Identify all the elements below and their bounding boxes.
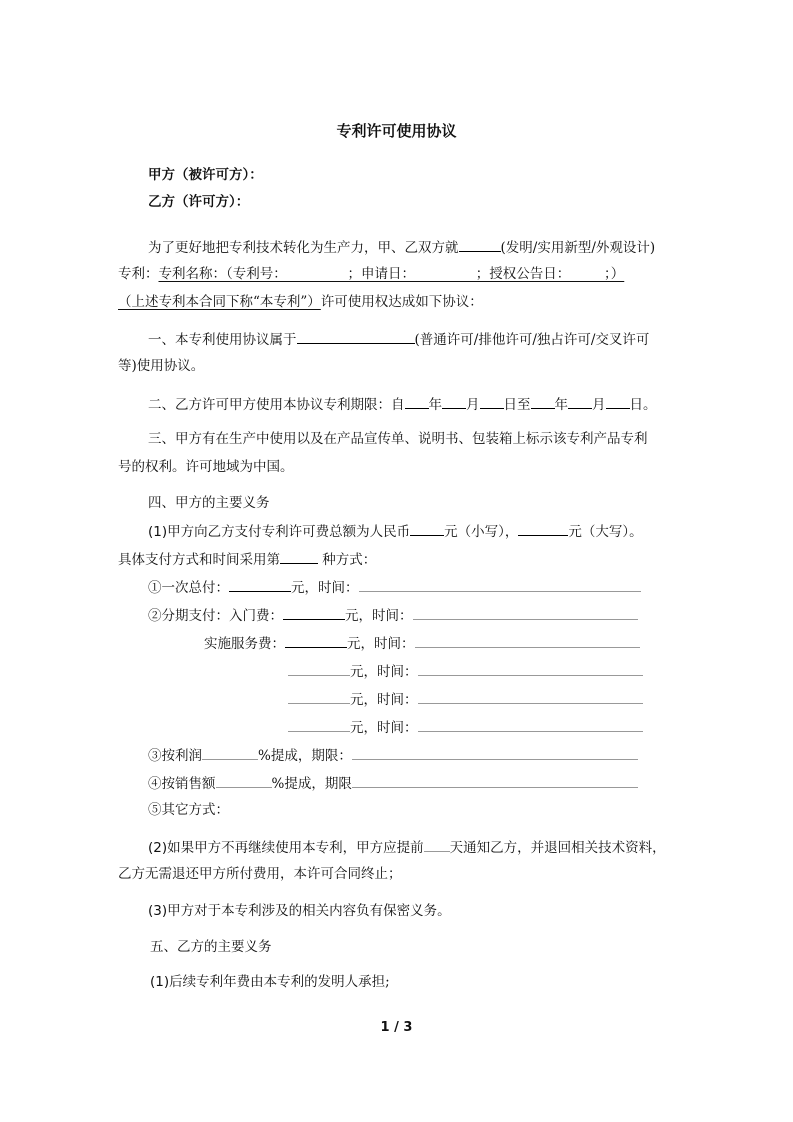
installment-line-3: 元，时间：: [288, 717, 643, 737]
intro-line-2: 专利：专利名称：（专利号： ；申请日： ；授权公告日： ；）: [118, 266, 625, 282]
license-type-blank[interactable]: [297, 329, 415, 344]
sales-term-blank[interactable]: [352, 773, 638, 788]
profit-term-blank[interactable]: [352, 745, 638, 760]
clause-5-item-1: (1)后续专利年费由本专利的发明人承担;: [150, 974, 390, 990]
clause-3-line-2: 号的权利。许可地域为中国。: [118, 459, 294, 475]
installment-3-amount-blank[interactable]: [288, 717, 350, 732]
clause-1-line-2: 等)使用协议。: [118, 358, 205, 374]
clause-5-heading: 五、乙方的主要义务: [150, 939, 272, 955]
option-4-line: ④按销售额 %提成，期限: [148, 773, 638, 793]
installment-1-time-blank[interactable]: [418, 661, 643, 676]
page-indicator: 1 / 3: [380, 1020, 413, 1035]
party-a-label: 甲方（被许可方）：: [148, 167, 263, 183]
payment-method-blank[interactable]: [280, 549, 318, 564]
patent-info-underlined[interactable]: 专利名称：（专利号： ；申请日： ；授权公告日： ；）: [158, 266, 625, 282]
clause-3-line-1: 三、甲方有在生产中使用以及在产品宣传单、说明书、包装箱上标示该专利产品专利: [148, 431, 648, 447]
option-2-line: ②分期支付：入门费： 元，时间：: [148, 605, 638, 625]
start-month-blank[interactable]: [442, 394, 466, 409]
intro-line-3: （上述专利本合同下称“本专利”）许可使用权达成如下协议：: [118, 294, 483, 310]
installment-2-amount-blank[interactable]: [288, 689, 350, 704]
intro-line-1: 为了更好地把专利技术转化为生产力，甲、乙双方就 (发明/实用新型/外观设计): [148, 237, 655, 257]
sales-percent-blank[interactable]: [216, 773, 272, 788]
clause-4-item-2-line-1: (2)如果甲方不再继续使用本专利，甲方应提前 天通知乙方，并退回相关技术资料，: [148, 837, 666, 857]
patent-type-blank[interactable]: [459, 237, 501, 252]
service-fee-amount-blank[interactable]: [285, 633, 347, 648]
clause-4-item-2-line-2: 乙方无需退还甲方所付费用，本许可合同终止；: [118, 866, 402, 882]
clause-2-line: 二、乙方许可甲方使用本协议专利期限：自 年 月 日至 年 月 日。: [148, 394, 657, 414]
option-3-line: ③按利润 %提成，期限：: [148, 745, 638, 765]
lump-sum-amount-blank[interactable]: [229, 577, 291, 592]
start-year-blank[interactable]: [405, 394, 429, 409]
clause-4-item-3: (3)甲方对于本专利涉及的相关内容负有保密义务。: [148, 903, 451, 919]
notice-days-blank[interactable]: [424, 837, 450, 852]
fee-lowercase-blank[interactable]: [410, 521, 444, 536]
document-title: 专利许可使用协议: [336, 122, 457, 140]
start-day-blank[interactable]: [480, 394, 504, 409]
service-fee-time-blank[interactable]: [415, 633, 640, 648]
party-b-label: 乙方（许可方）：: [148, 194, 250, 210]
option-1-line: ①一次总付： 元，时间：: [148, 577, 641, 597]
installment-1-amount-blank[interactable]: [288, 661, 350, 676]
fee-uppercase-blank[interactable]: [518, 521, 568, 536]
installment-line-2: 元，时间：: [288, 689, 643, 709]
profit-percent-blank[interactable]: [202, 745, 258, 760]
clause-4-item-1-line-1: (1)甲方向乙方支付专利许可费总额为人民币 元（小写）， 元（大写）。: [148, 521, 643, 541]
end-year-blank[interactable]: [531, 394, 555, 409]
installment-3-time-blank[interactable]: [418, 717, 643, 732]
clause-4-heading: 四、甲方的主要义务: [148, 495, 270, 511]
clause-1-line-1: 一、本专利使用协议属于 (普通许可/排他许可/独占许可/交叉许可: [148, 329, 649, 349]
option-2b-line: 实施服务费： 元，时间：: [204, 633, 640, 653]
entry-fee-time-blank[interactable]: [413, 605, 638, 620]
end-month-blank[interactable]: [568, 394, 592, 409]
option-5-line: ⑤其它方式：: [148, 802, 229, 818]
end-day-blank[interactable]: [606, 394, 630, 409]
entry-fee-amount-blank[interactable]: [283, 605, 345, 620]
lump-sum-time-blank[interactable]: [359, 577, 641, 592]
installment-2-time-blank[interactable]: [418, 689, 643, 704]
clause-4-item-1-line-2: 具体支付方式和时间采用第 种方式：: [118, 549, 376, 569]
installment-line-1: 元，时间：: [288, 661, 643, 681]
